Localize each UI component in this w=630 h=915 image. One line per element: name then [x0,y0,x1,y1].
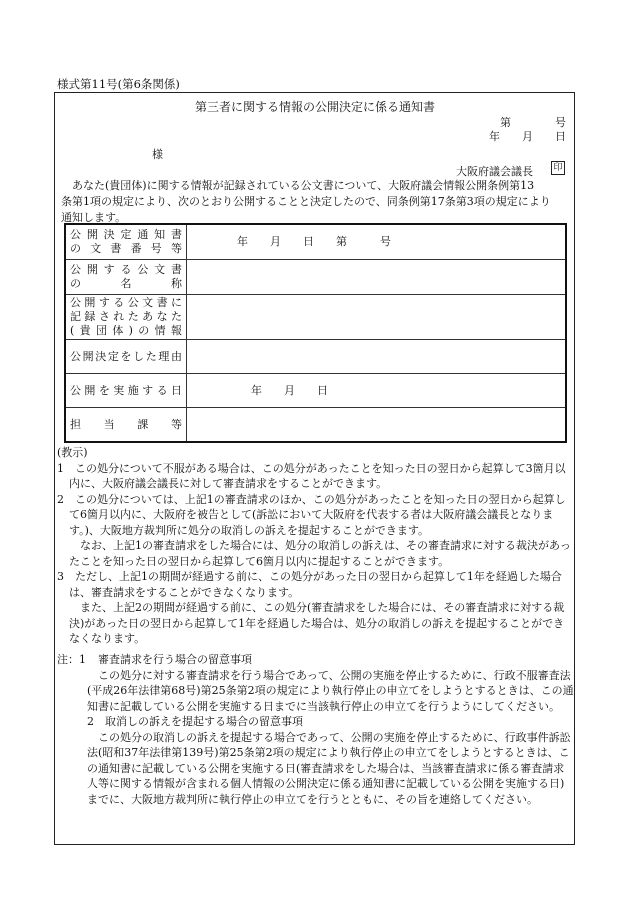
instructions-section [57,445,575,647]
document-number: 第 号 [500,116,566,129]
body-line: あなた(貴団体)に関する情報が記録されている公文書について、大阪府議会情報公開条例第13 [72,179,535,192]
seal-mark: 印 [551,161,565,175]
table-row [65,295,566,340]
value-text: 年 月 日 [251,383,328,397]
label-line: 担 当 課 等 [70,417,182,431]
label-line: 公開する公文書に [70,296,182,309]
row-value[interactable] [187,295,567,340]
row-value[interactable] [187,340,567,374]
instructions-header: (教示) [57,446,88,459]
label-line: 公開決定通知書 [70,228,182,241]
row-value[interactable] [187,224,567,260]
label-line: (貴団体)の情報 [70,324,182,337]
instruction-item: なお、上記1の審査請求をした場合には、処分の取消しの訴えは、その審査請求に対する裁決があったことを知った日の翌日から起算して6箇月以内に提起することができます。 [69,539,571,568]
body-text [61,178,571,226]
row-label [65,260,187,295]
row-label [65,340,187,374]
row-value[interactable] [187,374,567,408]
row-label [65,374,187,408]
body-line: 通知します。 [61,211,127,224]
note-title-text: 審査請求を行う場合の留意事項 [98,653,252,666]
note-2-body: この処分の取消しの訴えを提起する場合であって、公開の実施を停止するために、行政事件訴訟法(昭和37年法律第139号)第25条第2項の規定により執行停止の申立てをしようとするときは、この通知書に記載している公開を実施する日(審査請求をした場合は、当該審査請求に係る審査請求人等に関する情報が含まれる個人情報の公開決定に係る通知書に記載している公開を実施する日)までに、大阪地方裁判所に執行停止の申立てを行うとともに、その旨を連絡してください。 [87,730,571,806]
row-value[interactable] [187,260,567,295]
note-1-body: この処分に対する審査請求を行う場合であって、公開の実施を停止するために、行政不服審査法(平成26年法律第68号)第25条第2項の規定により執行停止の申立てをしようとするときは、この通知書に記載している公開を実施する日までに当該執行停止の申立てを行うようにしてください。 [87,668,574,713]
addressee: 様 [152,148,163,161]
sender-name: 大阪府議会議長 [456,165,533,178]
label-line: の文書番号等 [70,242,182,255]
row-value[interactable] [187,408,567,443]
info-table [64,223,567,443]
table-row [65,224,566,260]
form-label: 様式第11号(第6条関係) [57,77,180,91]
instruction-item: 1 この処分について不服がある場合は、この処分があったことを知った日の翌日から起算して3箇月以内に、大阪府議会議長に対して審査請求をすることができます。 [57,461,566,490]
label-line: 公開する公文書 [70,263,182,276]
document-date: 年 月 日 [489,130,566,143]
table-row [65,374,566,408]
note-1-title [57,652,575,668]
note-2-title: 2 取消しの訴えを提起する場合の留意事項 [87,715,303,728]
table-row [65,260,566,295]
instruction-item: 2 この処分については、上記1の審査請求のほか、この処分があったことを知った日の翌日から起算して6箇月以内に、大阪府を被告として(訴訟において大阪府を代表する者は大阪府議会議長となります。)、大阪地方裁判所に処分の取消しの訴えを提起することができます。 [57,492,566,537]
table-row [65,408,566,443]
notes-prefix: 注：1 [57,653,86,666]
row-label [65,224,187,260]
row-label [65,295,187,340]
value-text: 年 月 日 第 号 [237,235,391,248]
notes-section [57,652,575,807]
label-line: 公開決定をした理由 [70,349,182,363]
document-title: 第三者に関する情報の公開決定に係る通知書 [194,100,435,114]
label-line: 記録されたあなた [70,310,182,323]
label-line: の名称 [70,277,182,290]
instruction-item: また、上記2の期間が経過する前に、この処分(審査請求をした場合には、その審査請求に対する裁決)があった日の翌日から起算して1年を経過した場合は、処分の取消しの訴えを提起することができなくなります。 [69,601,565,645]
table-row [65,340,566,374]
row-label [65,408,187,443]
label-line: 公開を実施する日 [70,383,182,397]
body-line: 条第1項の規定により、次のとおり公開することと決定したので、同条例第17条第3項の規定により [61,195,551,208]
instruction-item: 3 ただし、上記1の期間が経過する前に、この処分があった日の翌日から起算して1年を経過した場合は、審査請求をすることができなくなります。 [57,570,562,599]
